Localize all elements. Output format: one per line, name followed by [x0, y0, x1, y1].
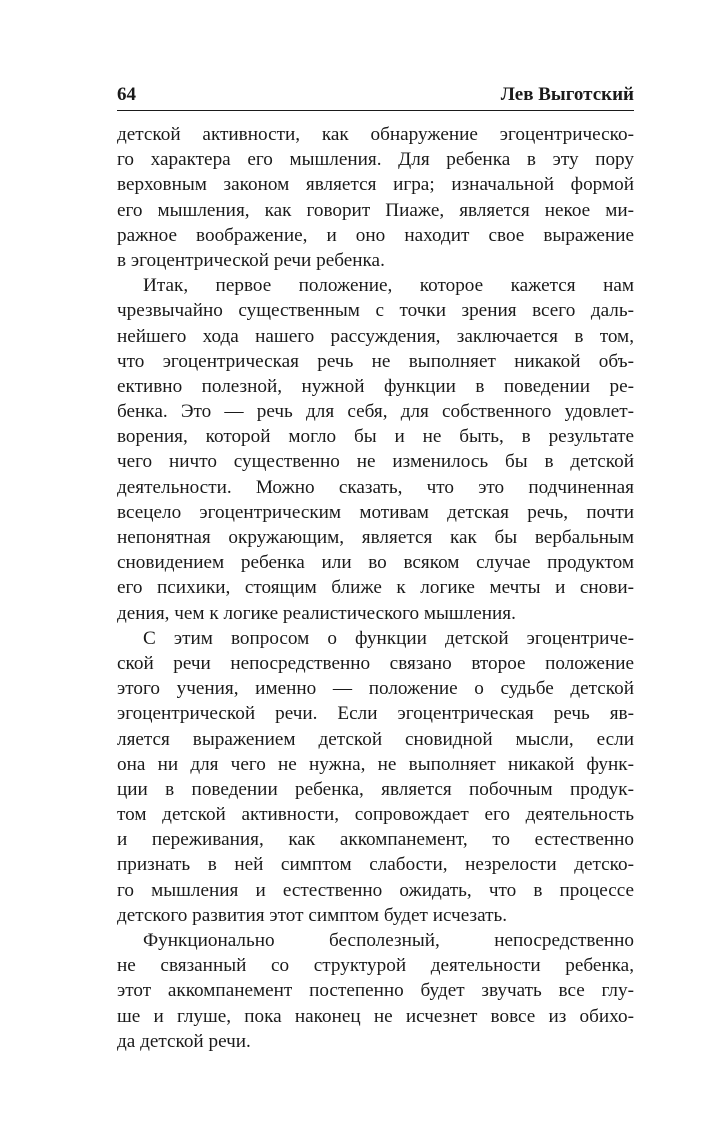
text-line: эгоцентрической речи. Если эгоцентрическая речь яв- [117, 703, 634, 725]
paragraph [117, 273, 634, 626]
text-line: ше и глуше, пока наконец не исчезнет вовсе из обихо- [117, 1005, 634, 1027]
text-line: да детской речи. [117, 1030, 251, 1052]
text-line: признать в ней симптом слабости, незрелости детско- [117, 854, 634, 876]
text-line: этого учения, именно — положение о судьбе детской [117, 678, 634, 700]
text-line: ективно полезной, нужной функции в поведении ре- [117, 375, 634, 397]
text-line: Итак, первое положение, которое кажется нам [143, 275, 634, 297]
running-head-author: Лев Выготский [500, 84, 634, 105]
text-line: ции в поведении ребенка, является побочным продук- [117, 778, 634, 800]
text-line: не связанный со структурой деятельности ребенка, [117, 955, 634, 977]
text-line: что эгоцентрическая речь не выполняет никакой объ- [117, 350, 634, 372]
text-line: том детской активности, сопровождает его деятельность [117, 804, 634, 826]
text-line: ражное воображение, и оно находит свое выражение [117, 224, 634, 246]
text-line: ской речи непосредственно связано второе положение [117, 652, 634, 674]
text-line: этот аккомпанемент постепенно будет звучать все глу- [117, 980, 634, 1002]
text-line: его мышления, как говорит Пиаже, является некое ми- [117, 199, 634, 221]
text-line: она ни для чего не нужна, не выполняет никакой функ- [117, 753, 634, 775]
text-line: бенка. Это — речь для себя, для собственного удовлет- [117, 401, 634, 423]
paragraph [117, 928, 634, 1054]
text-line: и переживания, как аккомпанемент, то естественно [117, 829, 634, 851]
text-line: го характера его мышления. Для ребенка в эту пору [117, 149, 634, 171]
text-line: сновидением ребенка или во всяком случае продуктом [117, 552, 634, 574]
text-line: детской активности, как обнаружение эгоцентрическо- [117, 124, 634, 145]
text-line: деятельности. Можно сказать, что это подчиненная [117, 476, 634, 498]
paragraph [117, 626, 634, 928]
text-line: ворения, которой могло бы и не быть, в результате [117, 426, 634, 448]
text-line: ляется выражением детской сновидной мысли, если [117, 728, 634, 750]
text-line: чего ничто существенно не изменилось бы в детской [117, 451, 634, 473]
text-line: детского развития этот симптом будет исчезать. [117, 904, 508, 926]
page-header [117, 84, 634, 111]
text-line: чрезвычайно существенным с точки зрения всего даль- [117, 300, 634, 322]
text-line: в эгоцентрической речи ребенка. [117, 249, 385, 271]
body-text [117, 122, 634, 1054]
text-line: С этим вопросом о функции детской эгоцентриче- [143, 627, 634, 649]
text-line: его психики, стоящим ближе к логике мечты и снови- [117, 577, 634, 599]
page-number: 64 [117, 84, 136, 105]
text-line: нейшего хода нашего рассуждения, заключается в том, [117, 325, 634, 347]
text-line: го мышления и естественно ожидать, что в процессе [117, 879, 634, 901]
paragraph [117, 122, 634, 273]
text-line: непонятная окружающим, является как бы вербальным [117, 527, 634, 548]
text-line: Функционально бесполезный, непосредственно [143, 930, 634, 951]
text-line: всецело эгоцентрическим мотивам детская речь, почти [117, 501, 634, 523]
text-line: верховным законом является игра; изначальной формой [117, 174, 634, 196]
text-line: дения, чем к логике реалистического мышления. [117, 602, 516, 624]
